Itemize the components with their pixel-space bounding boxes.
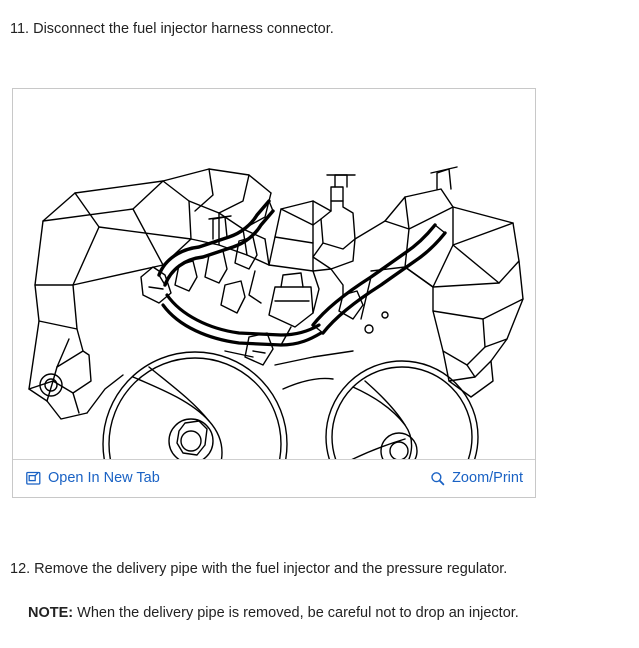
zoom-print-button[interactable] <box>429 471 523 487</box>
step-11-text: 11. Disconnect the fuel injector harness connector. <box>10 21 334 37</box>
open-in-new-tab-button[interactable] <box>25 471 160 487</box>
note-label: NOTE: <box>28 605 74 621</box>
magnifier-icon <box>429 471 445 487</box>
engine-diagram-image <box>13 89 535 459</box>
figure-container <box>12 88 536 498</box>
step-12-text: 12. Remove the delivery pipe with the fuel injector and the pressure regulator. <box>10 561 508 577</box>
new-tab-icon <box>25 471 41 487</box>
open-in-new-tab-label: Open In New Tab <box>48 470 160 487</box>
zoom-print-label: Zoom/Print <box>452 470 523 487</box>
note-text: When the delivery pipe is removed, be careful not to drop an injector. <box>73 605 519 621</box>
note-line <box>28 604 519 623</box>
figure-toolbar <box>13 459 535 497</box>
